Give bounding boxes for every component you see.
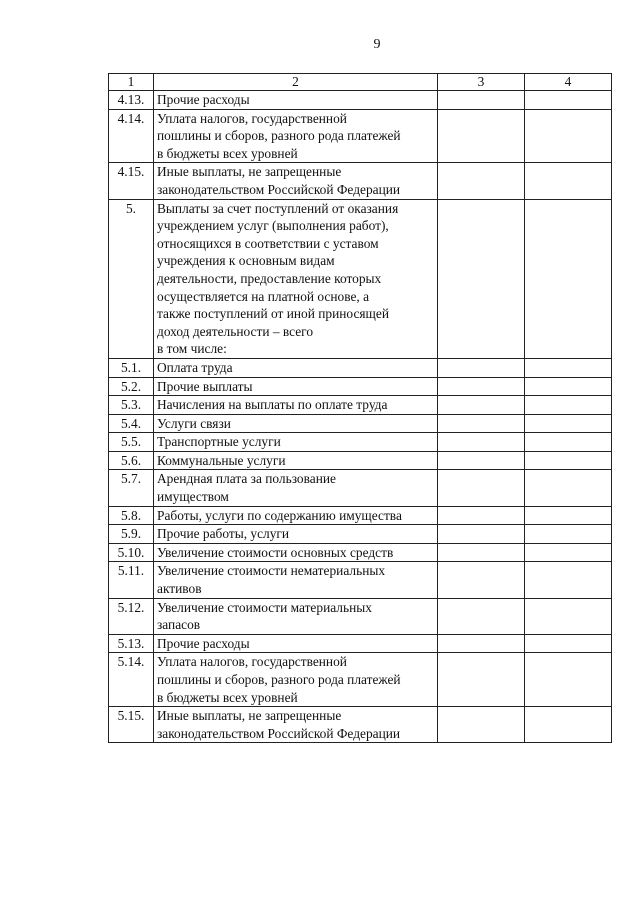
row-number: 5.14.: [109, 653, 154, 707]
row-value-col3: [438, 414, 525, 433]
row-name: Выплаты за счет поступлений от оказания учреждением услуг (выполнения работ), относящихся в соответствии с уставом учреждения к основным видам деятельности, предоставление которых осуществляется на платной основе, а также поступлений от иной приносящей доход деятельности – всего в том числе:: [154, 199, 438, 358]
table-row: [109, 543, 612, 562]
row-value-col4: [525, 109, 612, 163]
row-number: 4.15.: [109, 163, 154, 199]
row-name: Услуги связи: [154, 414, 438, 433]
row-value-col4: [525, 543, 612, 562]
row-value-col3: [438, 433, 525, 452]
row-value-col3: [438, 543, 525, 562]
row-value-col4: [525, 451, 612, 470]
row-value-col4: [525, 470, 612, 506]
table-row: [109, 199, 612, 358]
row-value-col4: [525, 598, 612, 634]
row-value-col4: [525, 91, 612, 110]
row-number: 5.15.: [109, 707, 154, 743]
row-name: Прочие расходы: [154, 634, 438, 653]
row-value-col3: [438, 377, 525, 396]
payments-table: [108, 73, 612, 743]
row-value-col3: [438, 506, 525, 525]
row-value-col3: [438, 470, 525, 506]
row-number: 5.4.: [109, 414, 154, 433]
row-value-col3: [438, 199, 525, 358]
page-number: 9: [373, 37, 381, 52]
table-row: [109, 433, 612, 452]
table-body: [109, 91, 612, 743]
table-row: [109, 562, 612, 598]
row-name: Уплата налогов, государственной пошлины и сборов, разного рода платежей в бюджеты всех уровней: [154, 653, 438, 707]
row-number: 5.: [109, 199, 154, 358]
row-value-col3: [438, 707, 525, 743]
row-value-col3: [438, 396, 525, 415]
row-name: Уплата налогов, государственной пошлины и сборов, разного рода платежей в бюджеты всех уровней: [154, 109, 438, 163]
table-row: [109, 707, 612, 743]
table-row: [109, 358, 612, 377]
row-number: 5.7.: [109, 470, 154, 506]
row-number: 5.9.: [109, 525, 154, 544]
row-number: 5.8.: [109, 506, 154, 525]
row-value-col4: [525, 199, 612, 358]
table-row: [109, 598, 612, 634]
row-value-col3: [438, 451, 525, 470]
row-value-col3: [438, 634, 525, 653]
row-value-col4: [525, 562, 612, 598]
row-value-col4: [525, 634, 612, 653]
row-number: 5.3.: [109, 396, 154, 415]
row-value-col3: [438, 91, 525, 110]
row-number: 5.10.: [109, 543, 154, 562]
table-row: [109, 396, 612, 415]
row-value-col3: [438, 525, 525, 544]
row-value-col4: [525, 707, 612, 743]
table-row: [109, 653, 612, 707]
row-value-col4: [525, 525, 612, 544]
row-value-col3: [438, 562, 525, 598]
row-number: 5.12.: [109, 598, 154, 634]
row-name: Иные выплаты, не запрещенные законодательством Российской Федерации: [154, 163, 438, 199]
row-name: Арендная плата за пользование имуществом: [154, 470, 438, 506]
row-value-col4: [525, 163, 612, 199]
table-row: [109, 109, 612, 163]
row-name: Прочие выплаты: [154, 377, 438, 396]
row-number: 4.14.: [109, 109, 154, 163]
row-name: Прочие работы, услуги: [154, 525, 438, 544]
row-value-col3: [438, 163, 525, 199]
row-value-col4: [525, 377, 612, 396]
row-value-col3: [438, 653, 525, 707]
row-name: Прочие расходы: [154, 91, 438, 110]
row-value-col4: [525, 653, 612, 707]
table-row: [109, 163, 612, 199]
row-number: 5.6.: [109, 451, 154, 470]
row-value-col3: [438, 358, 525, 377]
row-number: 5.2.: [109, 377, 154, 396]
row-number: 5.1.: [109, 358, 154, 377]
row-name: Коммунальные услуги: [154, 451, 438, 470]
row-value-col4: [525, 358, 612, 377]
row-name: Работы, услуги по содержанию имущества: [154, 506, 438, 525]
row-value-col3: [438, 109, 525, 163]
row-value-col4: [525, 506, 612, 525]
row-value-col4: [525, 414, 612, 433]
column-header-1: 1: [109, 74, 154, 91]
row-name: Увеличение стоимости нематериальных активов: [154, 562, 438, 598]
row-number: 4.13.: [109, 91, 154, 110]
row-name: Начисления на выплаты по оплате труда: [154, 396, 438, 415]
row-value-col4: [525, 433, 612, 452]
table-row: [109, 414, 612, 433]
table-row: [109, 525, 612, 544]
table-row: [109, 506, 612, 525]
table-row: [109, 91, 612, 110]
row-name: Увеличение стоимости материальных запасов: [154, 598, 438, 634]
row-number: 5.13.: [109, 634, 154, 653]
table-row: [109, 634, 612, 653]
table-header: [109, 74, 612, 91]
row-name: Увеличение стоимости основных средств: [154, 543, 438, 562]
header-row: [109, 74, 612, 91]
row-name: Иные выплаты, не запрещенные законодательством Российской Федерации: [154, 707, 438, 743]
table-row: [109, 377, 612, 396]
table-row: [109, 451, 612, 470]
row-number: 5.11.: [109, 562, 154, 598]
row-value-col4: [525, 396, 612, 415]
column-header-2: 2: [154, 74, 438, 91]
row-value-col3: [438, 598, 525, 634]
row-name: Оплата труда: [154, 358, 438, 377]
column-header-3: 3: [438, 74, 525, 91]
row-number: 5.5.: [109, 433, 154, 452]
column-header-4: 4: [525, 74, 612, 91]
row-name: Транспортные услуги: [154, 433, 438, 452]
table-row: [109, 470, 612, 506]
